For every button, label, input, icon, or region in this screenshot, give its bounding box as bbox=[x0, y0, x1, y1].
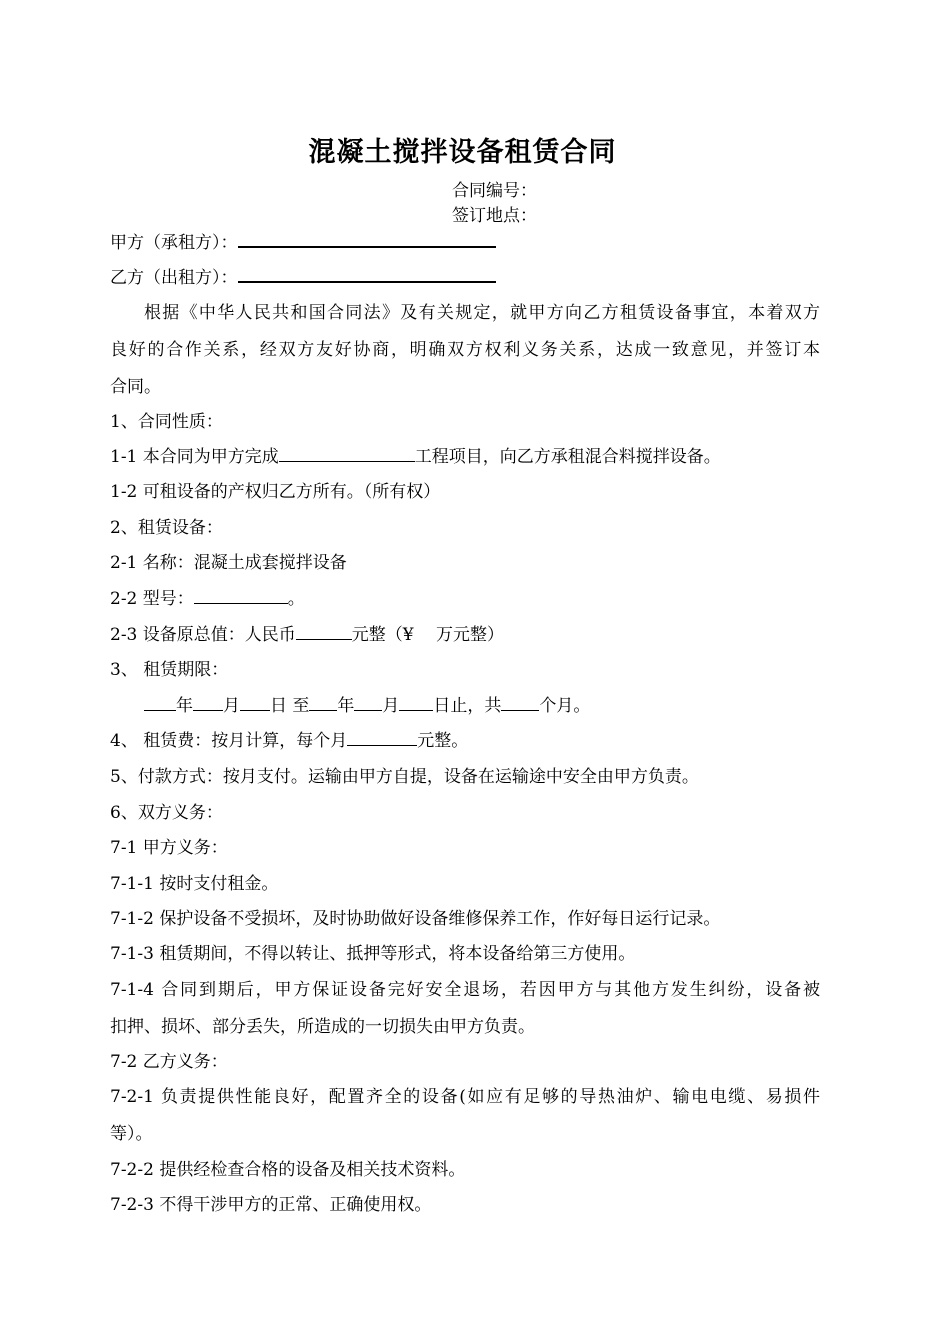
clause-2-2-post: 。 bbox=[287, 589, 305, 609]
months-blank bbox=[501, 694, 539, 711]
intro-line-1: 根据《中华人民共和国合同法》及有关规定，就甲方向乙方租赁设备事宜，本着双方 bbox=[144, 303, 820, 323]
end-year-blank bbox=[309, 694, 337, 711]
party-a-label: 甲方（承租方）： bbox=[110, 233, 238, 253]
clause-7-1-1: 7-1-1 按时支付租金。 bbox=[110, 874, 279, 894]
party-a-blank bbox=[238, 230, 496, 248]
start-day-label: 日 至 bbox=[270, 696, 310, 716]
clause-1-1-post: 工程项目，向乙方承租混合料搅拌设备。 bbox=[414, 447, 721, 467]
section-4 bbox=[110, 726, 820, 751]
contract-number-label: 合同编号： bbox=[452, 181, 537, 201]
section-7-1-heading: 7-1 甲方义务： bbox=[110, 838, 228, 858]
section-5: 5、付款方式：按月支付。运输由甲方自提，设备在运输途中安全由甲方负责。 bbox=[110, 767, 699, 787]
section-6: 6、双方义务： bbox=[110, 803, 223, 823]
monthly-fee-blank bbox=[347, 729, 417, 746]
clause-2-2-pre: 2-2 型号： bbox=[110, 589, 194, 609]
party-b-label: 乙方（出租方）： bbox=[110, 268, 238, 288]
clause-7-1-4-line-1: 7-1-4 合同到期后，甲方保证设备完好安全退场，若因甲方与其他方发生纠纷，设备被 bbox=[110, 980, 820, 1000]
end-day-label: 日止，共 bbox=[433, 696, 502, 716]
clause-2-3-post: 元整（¥ 万元整） bbox=[351, 625, 505, 645]
party-b-blank bbox=[238, 265, 496, 283]
clause-7-2-3: 7-2-3 不得干涉甲方的正常、正确使用权。 bbox=[110, 1195, 432, 1215]
clause-2-2 bbox=[110, 584, 820, 609]
start-year-label: 年 bbox=[176, 696, 193, 716]
clause-7-2-2: 7-2-2 提供经检查合格的设备及相关技术资料。 bbox=[110, 1160, 466, 1180]
value-blank bbox=[296, 623, 352, 640]
document-title: 混凝土搅拌设备租赁合同 bbox=[308, 137, 617, 168]
clause-7-1-3: 7-1-3 租赁期间，不得以转让、抵押等形式，将本设备给第三方使用。 bbox=[110, 944, 636, 964]
section-3-heading: 3、 租赁期限： bbox=[110, 660, 229, 680]
section-4-post: 元整。 bbox=[417, 731, 469, 751]
clause-7-2-1-line-1: 7-2-1 负责提供性能良好，配置齐全的设备(如应有足够的导热油炉、输电电缆、易损件 bbox=[110, 1087, 820, 1107]
clause-1-2: 1-2 可租设备的产权归乙方所有。（所有权） bbox=[110, 482, 441, 502]
intro-line-2: 良好的合作关系，经双方友好协商，明确双方权利义务关系，达成一致意见，并签订本 bbox=[110, 340, 820, 360]
start-month-blank bbox=[193, 694, 223, 711]
clause-7-1-4-line-2: 扣押、损坏、部分丢失，所造成的一切损失由甲方负责。 bbox=[110, 1017, 535, 1037]
party-b-line bbox=[110, 263, 820, 288]
clause-1-1-pre: 1-1 本合同为甲方完成 bbox=[110, 447, 279, 467]
end-month-blank bbox=[354, 694, 382, 711]
section-1-heading: 1、合同性质： bbox=[110, 412, 223, 432]
clause-1-1 bbox=[110, 442, 820, 467]
section-4-pre: 4、 租赁费：按月计算，每个月 bbox=[110, 731, 348, 751]
end-month-label: 月 bbox=[382, 696, 400, 716]
project-name-blank bbox=[279, 445, 415, 462]
clause-2-3-pre: 2-3 设备原总值：人民币 bbox=[110, 625, 296, 645]
start-day-blank bbox=[240, 694, 270, 711]
months-label: 个月。 bbox=[539, 696, 591, 716]
clause-7-1-2: 7-1-2 保护设备不受损坏，及时协助做好设备维修保养工作，作好每日运行记录。 bbox=[110, 909, 721, 929]
party-a-line bbox=[110, 228, 820, 253]
start-month-label: 月 bbox=[223, 696, 240, 716]
start-year-blank bbox=[144, 694, 176, 711]
signing-place-label: 签订地点： bbox=[452, 206, 537, 226]
clause-2-1: 2-1 名称：混凝土成套搅拌设备 bbox=[110, 553, 347, 573]
end-day-blank bbox=[399, 694, 433, 711]
intro-line-3: 合同。 bbox=[110, 377, 161, 397]
lease-period-line bbox=[144, 691, 854, 716]
clause-7-2-1-line-2: 等）。 bbox=[110, 1124, 153, 1144]
end-year-label: 年 bbox=[337, 696, 355, 716]
section-2-heading: 2、租赁设备： bbox=[110, 518, 223, 538]
model-blank bbox=[194, 587, 288, 604]
clause-2-3 bbox=[110, 620, 820, 645]
section-7-2-heading: 7-2 乙方义务： bbox=[110, 1052, 228, 1072]
